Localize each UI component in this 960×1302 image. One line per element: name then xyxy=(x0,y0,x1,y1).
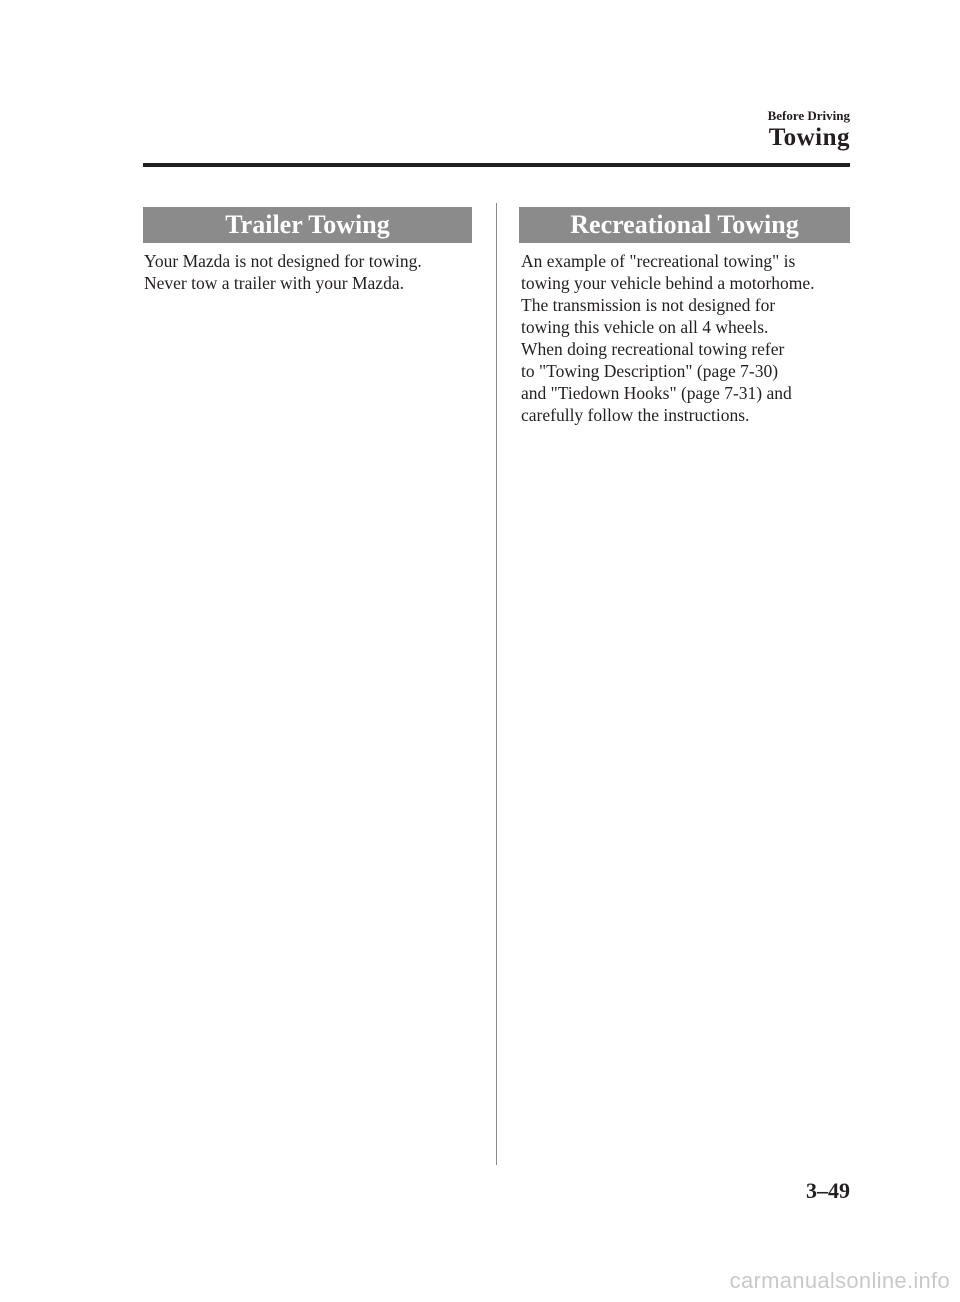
trailer-towing-body xyxy=(144,250,479,294)
body-line: to "Towing Description" (page 7-30) xyxy=(521,361,779,381)
page-number: 3–49 xyxy=(806,1178,850,1203)
section-title: Before Driving xyxy=(767,108,850,123)
recreational-towing-heading: Recreational Towing xyxy=(519,207,850,243)
body-line: The transmission is not designed for xyxy=(521,295,776,315)
trailer-towing-heading: Trailer Towing xyxy=(143,207,472,243)
header-rule xyxy=(143,163,850,167)
body-line: towing your vehicle behind a motorhome. xyxy=(521,273,815,293)
body-line: carefully follow the instructions. xyxy=(521,405,750,425)
body-line: and "Tiedown Hooks" (page 7-31) and xyxy=(521,383,792,403)
body-line: When doing recreational towing refer xyxy=(521,339,785,359)
body-line: towing this vehicle on all 4 wheels. xyxy=(521,317,769,337)
chapter-title: Towing xyxy=(768,124,850,151)
watermark-text: carmanualsonline.info xyxy=(729,1268,950,1293)
body-line: An example of "recreational towing" is xyxy=(521,251,796,271)
column-divider xyxy=(496,203,497,1165)
body-line: Never tow a trailer with your Mazda. xyxy=(144,273,404,293)
recreational-towing-body xyxy=(521,250,856,426)
body-line: Your Mazda is not designed for towing. xyxy=(144,251,422,271)
